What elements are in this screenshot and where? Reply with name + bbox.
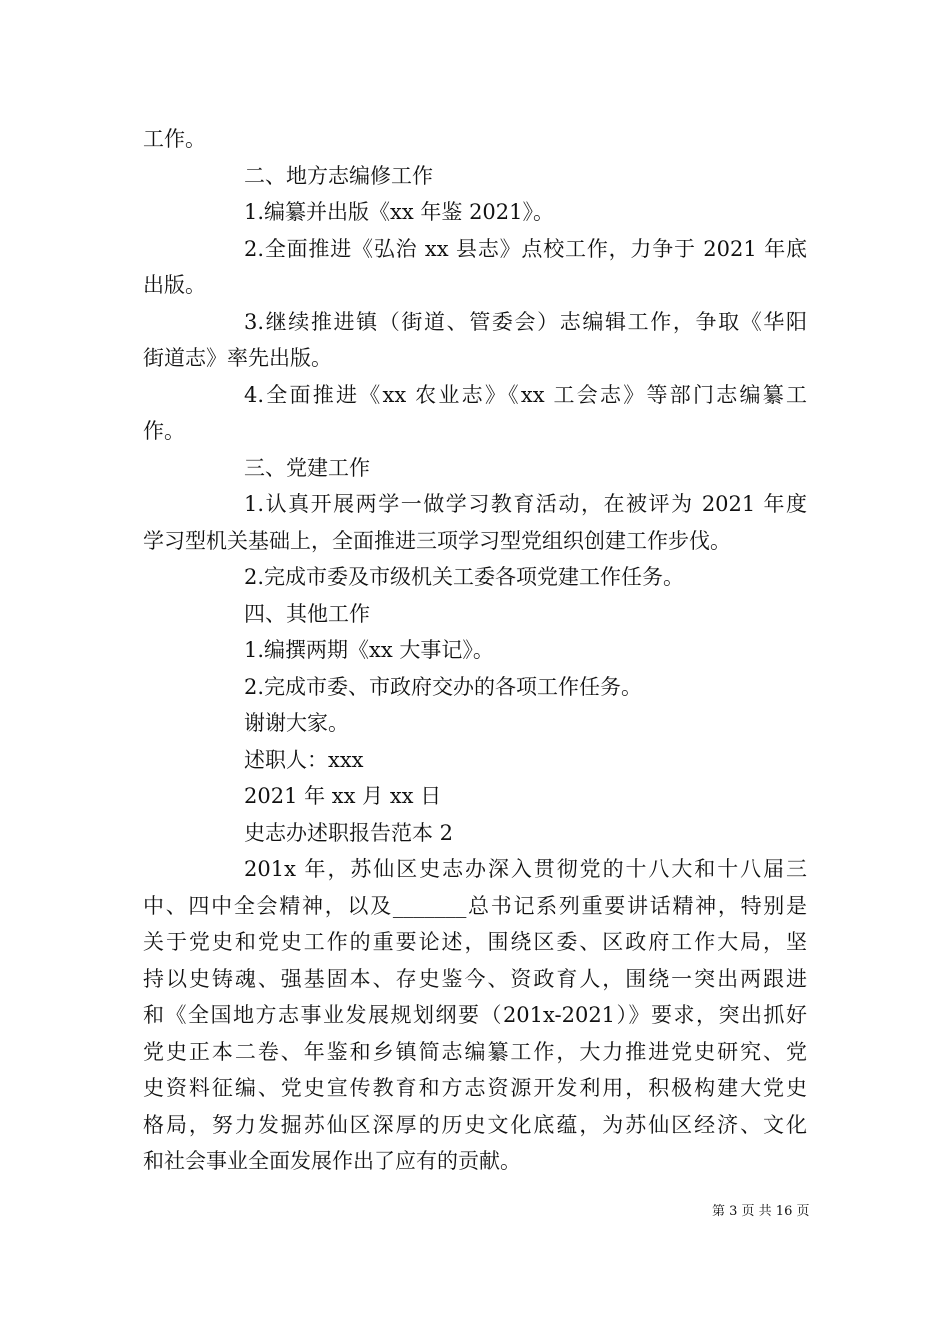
text-line: 2021 年 xx 月 xx 日: [244, 784, 442, 808]
text-line: 1.认真开展两学一做学习教育活动，在被评为 2021 年度: [244, 492, 807, 516]
text-line: 谢谢大家。: [244, 711, 349, 735]
text-line: 二、地方志编修工作: [244, 163, 433, 188]
text-line: 史资料征编、党史宣传教育和方志资源开发利用，积极构建大党史: [143, 1076, 807, 1100]
text-line: 述职人：xxx: [244, 747, 364, 772]
document-body: [143, 121, 807, 1180]
text-line: 四、其他工作: [244, 601, 370, 626]
text-line: 三、党建工作: [244, 455, 370, 480]
text-line: 4.全面推进《xx 农业志》《xx 工会志》等部门志编纂工: [244, 382, 807, 407]
text-line: 3.继续推进镇（街道、管委会）志编辑工作，争取《华阳: [244, 309, 807, 334]
text-line: 1.编撰两期《xx 大事记》。: [244, 638, 494, 662]
text-line: 201x 年，苏仙区史志办深入贯彻党的十八大和十八届三: [244, 857, 807, 881]
text-line: 出版。: [143, 273, 206, 297]
text-line: 和社会事业全面发展作出了应有的贡献。: [143, 1149, 521, 1173]
text-line: 格局，努力发掘苏仙区深厚的历史文化底蕴，为苏仙区经济、文化: [143, 1112, 807, 1137]
text-line: 持以史铸魂、强基固本、存史鉴今、资政育人，围绕一突出两跟进: [143, 966, 807, 991]
text-line: 关于党史和党史工作的重要论述，围绕区委、区政府工作大局，坚: [143, 930, 807, 954]
text-line: 1.编纂并出版《xx 年鉴 2021》。: [244, 200, 555, 224]
text-line: 2.完成市委及市级机关工委各项党建工作任务。: [244, 565, 685, 589]
page-footer: 第 3 页 共 16 页: [712, 1204, 810, 1219]
text-line: 2.完成市委、市政府交办的各项工作任务。: [244, 674, 643, 699]
text-line: 中、四中全会精神，以及_______总书记系列重要讲话精神，特别是: [143, 893, 807, 918]
text-line: 作。: [143, 419, 185, 443]
text-line: 工作。: [143, 127, 206, 151]
text-line: 2.全面推进《弘治 xx 县志》点校工作，力争于 2021 年底: [244, 236, 807, 261]
text-line: 党史正本二卷、年鉴和乡镇简志编纂工作，大力推进党史研究、党: [143, 1039, 807, 1064]
text-line: 街道志》率先出版。: [143, 346, 332, 370]
text-line: 学习型机关基础上，全面推进三项学习型党组织创建工作步伐。: [143, 528, 731, 553]
text-line: 和《全国地方志事业发展规划纲要（201x-2021）》要求，突出抓好: [143, 1003, 807, 1027]
text-line: 史志办述职报告范本 2: [244, 820, 454, 845]
